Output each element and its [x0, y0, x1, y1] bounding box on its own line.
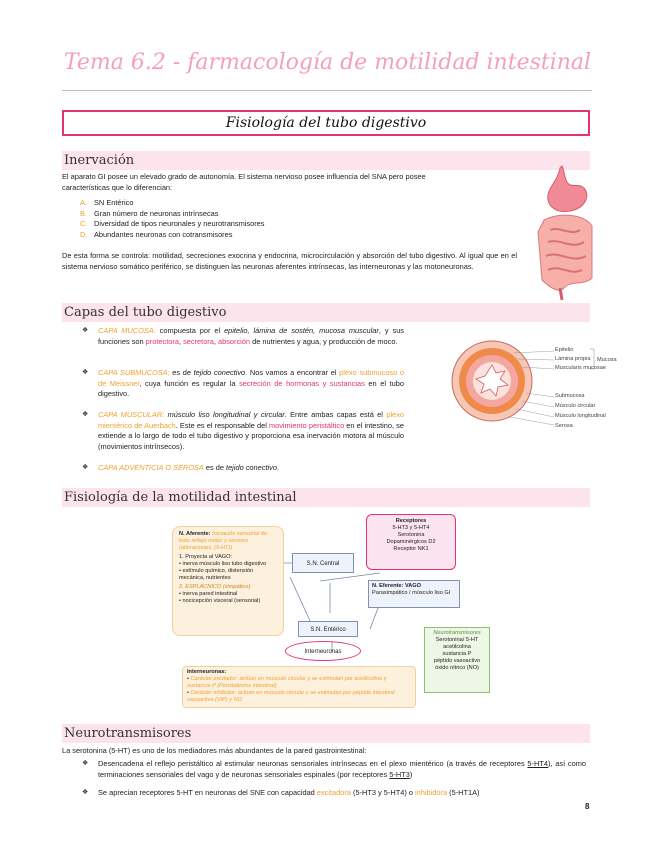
stomach-label-5: Músculo circular [555, 403, 596, 409]
inervacion-list [80, 198, 400, 240]
bullet-icon: ❖ [82, 464, 89, 471]
neuro-bullet-1: Desencadena el reflejo peristáltico al estimular neuronas sensoriales intrínsecas en el plexo mientérico (a través de receptores 5-HT4), así como terminaciones sensoriales del vago y de neuronas sensoriales espinales (por receptores 5-HT3) [98, 759, 586, 779]
list-item: Receptor NK1 [393, 546, 429, 552]
bullet-icon: ❖ [82, 789, 89, 796]
bullet-icon: ❖ [82, 760, 89, 767]
page-number: 8 [585, 802, 590, 811]
stomach-label-6: Músculo longitudinal [555, 413, 606, 419]
heading-inervacion: Inervación [62, 151, 590, 170]
neuro-intro: La serotonina (5-HT) es uno de los mediadores más abundantes de la pared gastrointestinal: [62, 746, 367, 755]
stomach-label-mucosa: Mucosa [597, 357, 617, 363]
capa-muscular-text: CAPA MUSCULAR: músculo liso longitudinal y circular. Entre ambas capas está el plexo mientérico de Auerbach. Este es el responsable del movimiento peristáltico en el intestino, se extiende a lo largo de todo el tubo digestivo y proporciona esa inervación motora al músculo (movimientos intrínsecos). [98, 410, 404, 451]
list-item: A. SN Entérico [80, 198, 134, 207]
section-box-title: Fisiología del tubo digestivo [62, 110, 590, 136]
receptores-title: Receptores [395, 518, 427, 524]
list-item: • inerva pared intestinal [179, 591, 238, 597]
stomach-label-1: Epitelio [555, 347, 574, 353]
interneuronas-box [182, 666, 416, 708]
list-item: Dopaminérgicos D2 [386, 539, 436, 545]
list-item: péptido vasoactivo [433, 658, 481, 664]
heading-capas: Capas del tubo digestivo [62, 303, 590, 322]
bullet-icon: ❖ [82, 369, 89, 376]
neurotransmisores-box [424, 627, 490, 693]
esplacnico-label: 2. ESPLÁCNICO (simpático): [179, 584, 252, 590]
bullet-icon: ❖ [82, 327, 89, 334]
page-title: Tema 6.2 - farmacología de motilidad intestinal [63, 50, 592, 75]
heading-neurotransmisores: Neurotransmisores [62, 724, 590, 743]
list-item: sustancia P [442, 651, 472, 657]
list-item: óxido nítrico (NO) [435, 665, 479, 671]
eferente-box [368, 580, 460, 608]
list-item: Serotonina/ 5-HT [435, 637, 479, 643]
bullet-icon: ❖ [82, 411, 89, 418]
capa-mucosa-text: CAPA MUCOSA: compuesta por el epitelio, lámina de sostén, mucosa muscular, y sus funciones son protectora, secretora, absorción de nutrientes y agua, y producción de moco. [98, 326, 405, 346]
receptores-box [366, 514, 456, 570]
digestive-tract-illustration [530, 160, 600, 300]
capa-adventicia-text: CAPA ADVENTICIA O SEROSA es de tejido conectivo. [98, 463, 280, 472]
stomach-label-7: Serosa [555, 423, 573, 429]
capa-submucosa-text: CAPA SUBMUCOSA: es de tejido conectivo. Nos vamos a encontrar el plexo submucoso o de Meissner, cuya función es regular la secreción de hormonas y sustancias en el tubo digestivo. [98, 368, 404, 398]
neuro-bullet-2: Se aprecian receptores 5-HT en neuronas del SNE con capacidad excitadora (5-HT3 y 5-HT4) o inhibidora (5-HT1A) [98, 788, 480, 797]
aferente-box [172, 526, 284, 636]
title-divider [62, 90, 592, 91]
stomach-label-4: Submucosa [555, 393, 585, 399]
inervacion-paragraph: De esta forma se controla: motilidad, secreciones exocrina y endocrina, microcirculación y absorción del tubo digestivo. Al igual que en el sistema nervioso somático periférico, se distinguen las neuronas aferentes intrínsecas, las interneuronas y las motoneuronas. [62, 251, 517, 271]
heading-fisiologia-motilidad: Fisiología de la motilidad intestinal [62, 488, 590, 507]
list-item: • inerva músculo liso tubo digestivo [179, 561, 267, 567]
eferente-line: Parasimpático / músculo liso GI [372, 590, 451, 596]
neuro-title: Neurotransmisores [433, 630, 481, 636]
list-item: acetilcolina [443, 644, 471, 650]
list-item: 5-HT3 y 5-HT4 [392, 525, 430, 531]
list-item: • nocicepción visceral (sensorial) [179, 598, 261, 604]
stomach-label-2: Lámina propia [555, 356, 591, 362]
eferente-title: N. Eferente: VAGO [372, 583, 422, 589]
list-item: • Carácter inhibidor: actúan en músculo circular y se estimulan por péptido intestinal vasoactivo (VIP) y NO [187, 690, 395, 703]
vago-label: 1. Proyecta al VAGO: [179, 554, 233, 560]
list-item: • estímulo químico, distensión mecánica, nutrientes [179, 568, 254, 581]
list-item: B. Gran número de neuronas intrínsecas [80, 208, 219, 218]
stomach-label-3: Muscularis mucosae [555, 365, 606, 371]
interneuronas-node: Interneuronas [285, 641, 361, 661]
sn-central-node: S.N. Central [292, 553, 354, 573]
list-item: • Carácter excitador: actúan en músculo circular y se estimulan por acetilcolina y sustancia P (Peristaltismo intestinal) [187, 676, 387, 689]
inter-label: Interneuronas: [187, 669, 227, 675]
list-item: C. Diversidad de tipos neuronales y neurotransmisores [80, 219, 265, 228]
list-item: Serotonina [397, 532, 425, 538]
sn-enterico-node: S.N. Entérico [298, 621, 358, 637]
inervacion-intro: El aparato GI posee un elevado grado de autonomía. El sistema nervioso posee influencia del SNA pero posee características que lo diferencian: [62, 172, 426, 192]
list-item: D. Abundantes neuronas con cotransmisores [80, 229, 233, 239]
aferente-title: N. Aferente: Iniciación sensorial de todo reflejo motor y secretor (alteraciones, (5-HT)) [179, 531, 268, 551]
